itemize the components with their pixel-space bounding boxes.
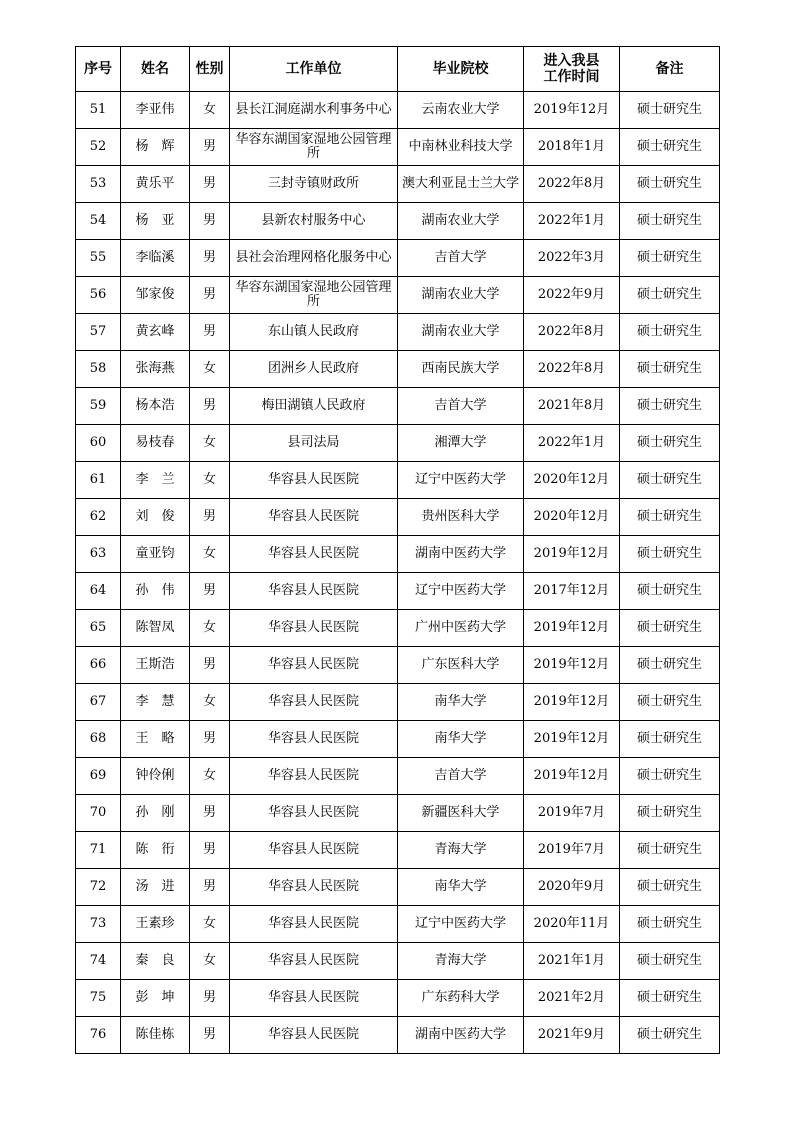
- cell-no: 61: [76, 462, 121, 499]
- cell-time: 2019年12月: [524, 92, 620, 129]
- cell-gender: 男: [190, 314, 230, 351]
- cell-gender: 男: [190, 1017, 230, 1054]
- cell-remark: 硕士研究生: [620, 388, 720, 425]
- cell-school: 南华大学: [398, 721, 524, 758]
- table-row: [76, 906, 720, 943]
- table-row: [76, 869, 720, 906]
- cell-time: 2020年11月: [524, 906, 620, 943]
- cell-no: 60: [76, 425, 121, 462]
- cell-name: 孙 刚: [121, 795, 190, 832]
- cell-time: 2019年12月: [524, 536, 620, 573]
- cell-unit: 三封寺镇财政所: [230, 166, 398, 203]
- cell-name: 张海燕: [121, 351, 190, 388]
- cell-name: 杨 辉: [121, 129, 190, 166]
- cell-time: 2020年9月: [524, 869, 620, 906]
- cell-unit: 华容县人民医院: [230, 610, 398, 647]
- cell-name: 孙 伟: [121, 573, 190, 610]
- table-row: [76, 832, 720, 869]
- cell-remark: 硕士研究生: [620, 906, 720, 943]
- cell-gender: 女: [190, 425, 230, 462]
- cell-time: 2021年9月: [524, 1017, 620, 1054]
- cell-remark: 硕士研究生: [620, 92, 720, 129]
- cell-no: 75: [76, 980, 121, 1017]
- cell-unit: 华容县人民医院: [230, 980, 398, 1017]
- cell-remark: 硕士研究生: [620, 610, 720, 647]
- cell-school: 澳大利亚昆士兰大学: [398, 166, 524, 203]
- cell-remark: 硕士研究生: [620, 166, 720, 203]
- table-row: [76, 795, 720, 832]
- header-school: 毕业院校: [398, 47, 524, 92]
- cell-gender: 女: [190, 92, 230, 129]
- table-row: [76, 721, 720, 758]
- cell-remark: 硕士研究生: [620, 684, 720, 721]
- cell-no: 74: [76, 943, 121, 980]
- cell-unit: 华容县人民医院: [230, 499, 398, 536]
- table-row: [76, 425, 720, 462]
- cell-remark: 硕士研究生: [620, 425, 720, 462]
- cell-remark: 硕士研究生: [620, 351, 720, 388]
- cell-gender: 女: [190, 536, 230, 573]
- table-row: [76, 980, 720, 1017]
- cell-name: 王 略: [121, 721, 190, 758]
- cell-gender: 男: [190, 240, 230, 277]
- cell-unit: 团洲乡人民政府: [230, 351, 398, 388]
- cell-unit: 华容县人民医院: [230, 462, 398, 499]
- cell-no: 53: [76, 166, 121, 203]
- cell-gender: 男: [190, 869, 230, 906]
- cell-name: 李 慧: [121, 684, 190, 721]
- cell-gender: 女: [190, 758, 230, 795]
- cell-unit: 县司法局: [230, 425, 398, 462]
- cell-school: 南华大学: [398, 684, 524, 721]
- cell-school: 青海大学: [398, 832, 524, 869]
- cell-gender: 男: [190, 647, 230, 684]
- header-time: [524, 47, 620, 92]
- cell-time: 2021年2月: [524, 980, 620, 1017]
- cell-school: 辽宁中医药大学: [398, 906, 524, 943]
- cell-remark: 硕士研究生: [620, 536, 720, 573]
- cell-remark: 硕士研究生: [620, 795, 720, 832]
- header-time-line2: 工作时间: [543, 69, 600, 85]
- cell-no: 67: [76, 684, 121, 721]
- cell-no: 62: [76, 499, 121, 536]
- cell-time: 2019年12月: [524, 647, 620, 684]
- cell-no: 73: [76, 906, 121, 943]
- cell-school: 中南林业科技大学: [398, 129, 524, 166]
- cell-name: 李临溪: [121, 240, 190, 277]
- cell-time: 2021年1月: [524, 943, 620, 980]
- cell-no: 56: [76, 277, 121, 314]
- cell-school: 吉首大学: [398, 388, 524, 425]
- cell-gender: 男: [190, 721, 230, 758]
- cell-time: 2022年9月: [524, 277, 620, 314]
- cell-name: 陈佳栋: [121, 1017, 190, 1054]
- cell-school: 广东医科大学: [398, 647, 524, 684]
- roster-body: [76, 92, 720, 1054]
- cell-no: 68: [76, 721, 121, 758]
- table-row: [76, 388, 720, 425]
- cell-school: 辽宁中医药大学: [398, 462, 524, 499]
- cell-name: 童亚钧: [121, 536, 190, 573]
- cell-name: 杨 亚: [121, 203, 190, 240]
- header-row: [76, 47, 720, 92]
- cell-time: 2020年12月: [524, 462, 620, 499]
- cell-gender: 男: [190, 166, 230, 203]
- roster-sheet: [75, 46, 719, 1054]
- cell-gender: 男: [190, 980, 230, 1017]
- cell-school: 云南农业大学: [398, 92, 524, 129]
- cell-remark: 硕士研究生: [620, 721, 720, 758]
- table-row: [76, 758, 720, 795]
- cell-time: 2022年8月: [524, 351, 620, 388]
- table-row: [76, 573, 720, 610]
- cell-remark: 硕士研究生: [620, 314, 720, 351]
- cell-time: 2022年3月: [524, 240, 620, 277]
- cell-no: 70: [76, 795, 121, 832]
- header-gender: 性别: [190, 47, 230, 92]
- header-name: 姓名: [121, 47, 190, 92]
- cell-gender: 男: [190, 832, 230, 869]
- cell-no: 57: [76, 314, 121, 351]
- cell-time: 2019年12月: [524, 758, 620, 795]
- cell-no: 65: [76, 610, 121, 647]
- cell-unit: 华容县人民医院: [230, 1017, 398, 1054]
- cell-gender: 女: [190, 906, 230, 943]
- cell-name: 汤 进: [121, 869, 190, 906]
- cell-no: 71: [76, 832, 121, 869]
- cell-time: 2022年8月: [524, 166, 620, 203]
- cell-remark: 硕士研究生: [620, 758, 720, 795]
- cell-no: 64: [76, 573, 121, 610]
- cell-unit: 华容县人民医院: [230, 943, 398, 980]
- table-row: [76, 684, 720, 721]
- cell-no: 63: [76, 536, 121, 573]
- cell-time: 2018年1月: [524, 129, 620, 166]
- table-row: [76, 1017, 720, 1054]
- cell-remark: 硕士研究生: [620, 462, 720, 499]
- table-row: [76, 129, 720, 166]
- cell-name: 李亚伟: [121, 92, 190, 129]
- cell-unit: 华容东湖国家湿地公园管理所: [230, 129, 398, 166]
- cell-gender: 女: [190, 943, 230, 980]
- table-row: [76, 277, 720, 314]
- cell-no: 58: [76, 351, 121, 388]
- cell-unit: 华容县人民医院: [230, 721, 398, 758]
- cell-unit: 华容县人民医院: [230, 536, 398, 573]
- cell-unit: 华容县人民医院: [230, 795, 398, 832]
- cell-name: 王斯浩: [121, 647, 190, 684]
- header-remark: 备注: [620, 47, 720, 92]
- cell-unit: 华容县人民医院: [230, 758, 398, 795]
- table-row: [76, 610, 720, 647]
- cell-no: 76: [76, 1017, 121, 1054]
- cell-school: 湖南农业大学: [398, 203, 524, 240]
- cell-remark: 硕士研究生: [620, 869, 720, 906]
- cell-unit: 华容东湖国家湿地公园管理所: [230, 277, 398, 314]
- cell-name: 杨本浩: [121, 388, 190, 425]
- cell-remark: 硕士研究生: [620, 943, 720, 980]
- cell-time: 2021年8月: [524, 388, 620, 425]
- table-row: [76, 240, 720, 277]
- cell-remark: 硕士研究生: [620, 573, 720, 610]
- cell-no: 51: [76, 92, 121, 129]
- cell-name: 易枝春: [121, 425, 190, 462]
- cell-time: 2022年1月: [524, 425, 620, 462]
- cell-unit: 县长江洞庭湖水利事务中心: [230, 92, 398, 129]
- cell-gender: 男: [190, 129, 230, 166]
- table-row: [76, 92, 720, 129]
- cell-time: 2020年12月: [524, 499, 620, 536]
- header-time-line1: 进入我县: [543, 53, 600, 69]
- cell-school: 湘潭大学: [398, 425, 524, 462]
- cell-remark: 硕士研究生: [620, 647, 720, 684]
- cell-remark: 硕士研究生: [620, 980, 720, 1017]
- cell-no: 72: [76, 869, 121, 906]
- cell-time: 2022年8月: [524, 314, 620, 351]
- table-row: [76, 536, 720, 573]
- cell-school: 辽宁中医药大学: [398, 573, 524, 610]
- cell-gender: 男: [190, 499, 230, 536]
- cell-school: 吉首大学: [398, 240, 524, 277]
- cell-unit: 华容县人民医院: [230, 906, 398, 943]
- cell-school: 新疆医科大学: [398, 795, 524, 832]
- cell-unit: 县新农村服务中心: [230, 203, 398, 240]
- roster-table: [75, 46, 720, 1054]
- cell-gender: 女: [190, 610, 230, 647]
- cell-time: 2019年12月: [524, 684, 620, 721]
- cell-gender: 女: [190, 351, 230, 388]
- table-row: [76, 647, 720, 684]
- cell-school: 贵州医科大学: [398, 499, 524, 536]
- cell-no: 54: [76, 203, 121, 240]
- cell-no: 52: [76, 129, 121, 166]
- cell-name: 王素珍: [121, 906, 190, 943]
- cell-remark: 硕士研究生: [620, 832, 720, 869]
- table-row: [76, 943, 720, 980]
- cell-school: 吉首大学: [398, 758, 524, 795]
- cell-gender: 男: [190, 795, 230, 832]
- cell-school: 广州中医药大学: [398, 610, 524, 647]
- cell-school: 西南民族大学: [398, 351, 524, 388]
- cell-gender: 男: [190, 388, 230, 425]
- cell-school: 青海大学: [398, 943, 524, 980]
- cell-name: 黄乐平: [121, 166, 190, 203]
- cell-name: 黄玄峰: [121, 314, 190, 351]
- cell-remark: 硕士研究生: [620, 129, 720, 166]
- header-no: 序号: [76, 47, 121, 92]
- cell-no: 59: [76, 388, 121, 425]
- cell-remark: 硕士研究生: [620, 240, 720, 277]
- cell-gender: 男: [190, 277, 230, 314]
- cell-gender: 女: [190, 684, 230, 721]
- cell-school: 广东药科大学: [398, 980, 524, 1017]
- cell-unit: 华容县人民医院: [230, 684, 398, 721]
- table-row: [76, 351, 720, 388]
- table-row: [76, 462, 720, 499]
- cell-school: 湖南农业大学: [398, 277, 524, 314]
- cell-name: 秦 良: [121, 943, 190, 980]
- cell-name: 李 兰: [121, 462, 190, 499]
- cell-gender: 男: [190, 203, 230, 240]
- table-row: [76, 203, 720, 240]
- cell-unit: 东山镇人民政府: [230, 314, 398, 351]
- cell-time: 2022年1月: [524, 203, 620, 240]
- cell-remark: 硕士研究生: [620, 277, 720, 314]
- cell-time: 2019年7月: [524, 795, 620, 832]
- cell-school: 湖南中医药大学: [398, 1017, 524, 1054]
- table-row: [76, 499, 720, 536]
- cell-time: 2017年12月: [524, 573, 620, 610]
- cell-time: 2019年7月: [524, 832, 620, 869]
- cell-unit: 华容县人民医院: [230, 869, 398, 906]
- cell-school: 南华大学: [398, 869, 524, 906]
- cell-name: 陈智凤: [121, 610, 190, 647]
- cell-name: 彭 坤: [121, 980, 190, 1017]
- cell-no: 66: [76, 647, 121, 684]
- cell-unit: 华容县人民医院: [230, 832, 398, 869]
- cell-name: 邹家俊: [121, 277, 190, 314]
- table-row: [76, 314, 720, 351]
- cell-no: 55: [76, 240, 121, 277]
- cell-unit: 梅田湖镇人民政府: [230, 388, 398, 425]
- cell-time: 2019年12月: [524, 721, 620, 758]
- header-unit: 工作单位: [230, 47, 398, 92]
- cell-unit: 华容县人民医院: [230, 647, 398, 684]
- cell-name: 刘 俊: [121, 499, 190, 536]
- cell-school: 湖南中医药大学: [398, 536, 524, 573]
- cell-gender: 男: [190, 573, 230, 610]
- cell-unit: 华容县人民医院: [230, 573, 398, 610]
- cell-remark: 硕士研究生: [620, 499, 720, 536]
- cell-time: 2019年12月: [524, 610, 620, 647]
- cell-school: 湖南农业大学: [398, 314, 524, 351]
- cell-gender: 女: [190, 462, 230, 499]
- table-row: [76, 166, 720, 203]
- cell-remark: 硕士研究生: [620, 1017, 720, 1054]
- cell-no: 69: [76, 758, 121, 795]
- cell-remark: 硕士研究生: [620, 203, 720, 240]
- cell-unit: 县社会治理网格化服务中心: [230, 240, 398, 277]
- cell-name: 陈 衎: [121, 832, 190, 869]
- cell-name: 钟伶俐: [121, 758, 190, 795]
